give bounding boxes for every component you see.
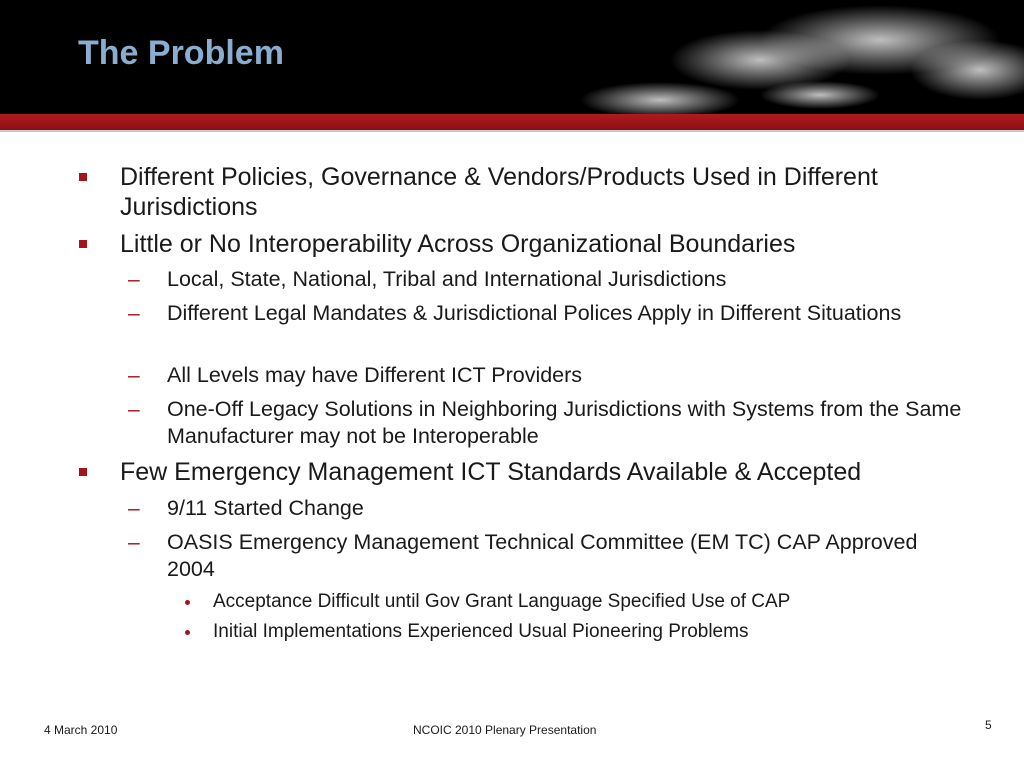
- square-bullet-icon: [79, 173, 87, 181]
- header-red-bar: [0, 114, 1024, 130]
- dash-bullet-icon: –: [128, 531, 140, 554]
- dash-bullet-icon: –: [128, 398, 140, 421]
- header-divider: [0, 130, 1024, 132]
- sub-bullet-item: One-Off Legacy Solutions in Neighboring Jurisdictions with Systems from the Same Manufacturer may not be Interoperable: [167, 397, 962, 448]
- sub-bullet-item: All Levels may have Different ICT Providers: [167, 363, 583, 387]
- sub-bullet-item: OASIS Emergency Management Technical Committee (EM TC) CAP Approved 2004: [167, 530, 918, 581]
- dot-bullet-icon: [185, 600, 190, 605]
- sub-bullet-item: Local, State, National, Tribal and International Jurisdictions: [167, 267, 727, 291]
- sub-bullet-item: 9/11 Started Change: [167, 496, 364, 520]
- dash-bullet-icon: –: [128, 302, 140, 325]
- sub-sub-bullet-item: Acceptance Difficult until Gov Grant Language Specified Use of CAP: [213, 591, 791, 612]
- footer-presentation-name: NCOIC 2010 Plenary Presentation: [413, 723, 597, 737]
- bullet-item: Little or No Interoperability Across Organizational Boundaries: [120, 230, 796, 258]
- dash-bullet-icon: –: [128, 497, 140, 520]
- bullet-item: Different Policies, Governance & Vendors/Products Used in Different Jurisdictions: [120, 163, 878, 221]
- slide-header: [0, 0, 1024, 114]
- dash-bullet-icon: –: [128, 364, 140, 387]
- slide-title: The Problem: [78, 34, 284, 72]
- bullet-item: Few Emergency Management ICT Standards Available & Accepted: [120, 458, 862, 486]
- sub-bullet-item: Different Legal Mandates & Jurisdictional Polices Apply in Different Situations: [167, 301, 902, 325]
- footer-date: 4 March 2010: [44, 723, 118, 737]
- square-bullet-icon: [79, 240, 87, 248]
- dot-bullet-icon: [185, 630, 190, 635]
- sub-sub-bullet-item: Initial Implementations Experienced Usual Pioneering Problems: [213, 621, 749, 642]
- dash-bullet-icon: –: [128, 268, 140, 291]
- square-bullet-icon: [79, 468, 87, 476]
- page-number: 5: [985, 718, 992, 732]
